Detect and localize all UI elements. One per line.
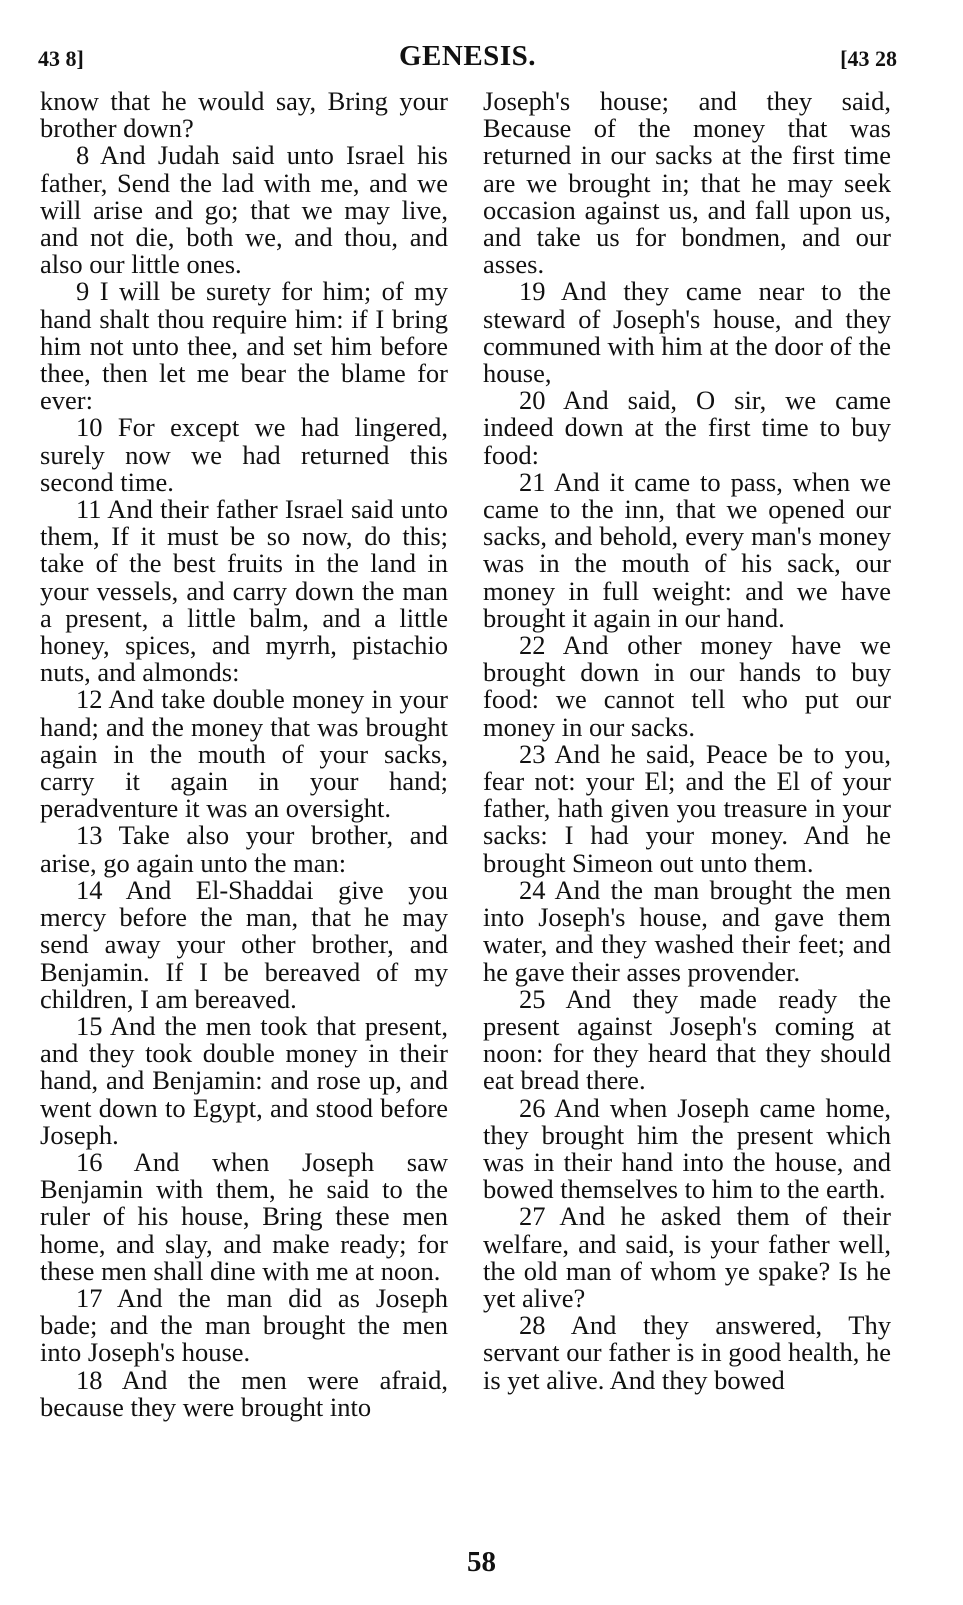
verse-paragraph: know that he would say, Bring your brother down? bbox=[40, 86, 448, 144]
verse-paragraph: 19 And they came near to the steward of Joseph's house, and they communed with him at the door of the house, bbox=[483, 276, 891, 389]
verse-paragraph: Joseph's house; and they said, Because of the money that was returned in our sacks at the first time are we brought in; that he may seek occasion against us, and fall upon us, and take us for bondmen, and our asses. bbox=[483, 86, 891, 280]
right-column bbox=[483, 88, 891, 1394]
page-number: 58 bbox=[467, 1546, 496, 1578]
book-title: GENESIS. bbox=[399, 40, 536, 72]
verse-paragraph: 11 And their father Israel said unto them, If it must be so now, do this; take of the best fruits in the land in your vessels, and carry down the man a present, a little balm, and a little honey, spices, and myrrh, pistachio nuts, and almonds: bbox=[40, 494, 448, 688]
verse-paragraph: 13 Take also your brother, and arise, go again unto the man: bbox=[40, 820, 448, 878]
verse-paragraph: 12 And take double money in your hand; and the money that was brought again in the mouth of your sacks, carry it again in your hand; peradventure it was an oversight. bbox=[40, 684, 448, 824]
verse-paragraph: 17 And the man did as Joseph bade; and the man brought the men into Joseph's house. bbox=[40, 1282, 448, 1368]
verse-paragraph: 22 And other money have we brought down in our hands to buy food: we cannot tell who put our money in our sacks. bbox=[483, 630, 891, 742]
verse-paragraph: 18 And the men were afraid, because they were brought into bbox=[40, 1364, 448, 1422]
verse-paragraph: 10 For except we had lingered, surely now we had returned this second time. bbox=[40, 412, 448, 497]
verse-paragraph: 20 And said, O sir, we came indeed down at the first time to buy food: bbox=[483, 385, 891, 470]
verse-paragraph: 8 And Judah said unto Israel his father, Send the lad with me, and we will arise and go; that we may live, and not die, both we, and thou, and also our little ones. bbox=[40, 140, 448, 280]
header-verse-start: 43 8] bbox=[38, 46, 84, 71]
verse-paragraph: 28 And they answered, Thy servant our father is in good health, he is yet alive. And they bowed bbox=[483, 1310, 891, 1395]
verse-paragraph: 26 And when Joseph came home, they brought him the present which was in their hand into the house, and bowed themselves to him to the earth. bbox=[483, 1092, 891, 1205]
verse-paragraph: 24 And the man brought the men into Joseph's house, and gave them water, and they washed their feet; and he gave their asses provender. bbox=[483, 874, 891, 987]
verse-paragraph: 9 I will be surety for him; of my hand shalt thou require him: if I bring him not unto thee, and set him before thee, then let me bear the blame for ever: bbox=[40, 276, 448, 416]
running-header bbox=[38, 40, 897, 80]
verse-paragraph: 16 And when Joseph saw Benjamin with them, he said to the ruler of his house, Bring these men home, and slay, and make ready; for these men shall dine with me at noon. bbox=[40, 1146, 448, 1286]
header-verse-end: [43 28 bbox=[840, 46, 897, 71]
verse-paragraph: 23 And he said, Peace be to you, fear not: your El; and the El of your father, hath given you treasure in your sacks: I had your money. And he brought Simeon out unto them. bbox=[483, 738, 891, 878]
verse-paragraph: 25 And they made ready the present against Joseph's coming at noon: for they heard that they should eat bread there. bbox=[483, 983, 891, 1096]
verse-paragraph: 21 And it came to pass, when we came to the inn, that we opened our sacks, and behold, every man's money was in the mouth of his sack, our money in full weight: and we have brought it again in our hand. bbox=[483, 466, 891, 633]
verse-paragraph: 27 And he asked them of their welfare, and said, is your father well, the old man of whom ye spake? Is he yet alive? bbox=[483, 1201, 891, 1313]
left-column bbox=[40, 88, 448, 1421]
verse-paragraph: 15 And the men took that present, and they took double money in their hand, and Benjamin: and rose up, and went down to Egypt, and stood before Joseph. bbox=[40, 1010, 448, 1150]
verse-paragraph: 14 And El-Shaddai give you mercy before the man, that he may send away your other brother, and Benjamin. If I be bereaved of my children, I am bereaved. bbox=[40, 874, 448, 1014]
